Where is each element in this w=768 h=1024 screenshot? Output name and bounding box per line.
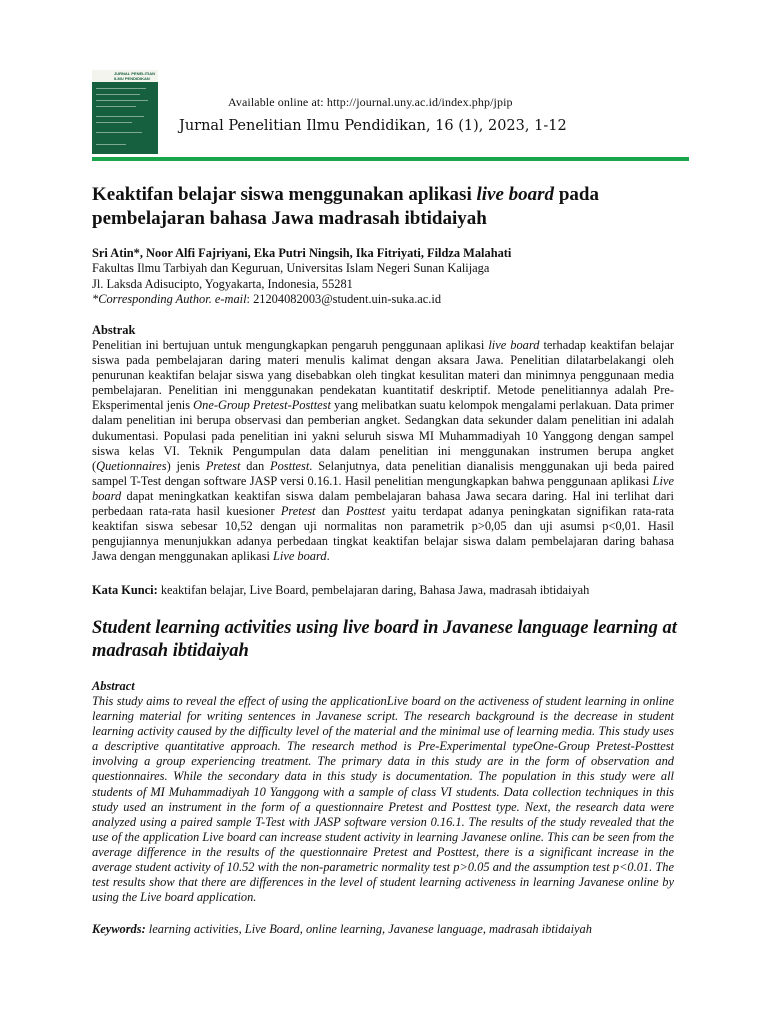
abstract-heading-id: Abstrak bbox=[92, 323, 136, 337]
journal-cover-thumbnail bbox=[92, 70, 158, 154]
cover-text-line bbox=[96, 100, 148, 101]
cover-text-line bbox=[96, 144, 126, 145]
cover-text-line bbox=[96, 106, 136, 107]
journal-citation: Jurnal Penelitian Ilmu Pendidikan, 16 (1), 2023, 1-12 bbox=[179, 118, 567, 134]
cover-text-line bbox=[96, 94, 140, 95]
abstract-body-id: Penelitian ini bertujuan untuk mengungkapkan pengaruh penggunaan aplikasi live board terhadap keaktifan belajar siswa pada pembelajaran daring materi menulis kalimat dengan aksara Jawa. Penelitian dilatarbelakangi oleh penurunan keaktifan belajar siswa yang disebabkan oleh tingkat kesulitan materi dan minimnya penggunaan media pembelajaran. Penelitian ini menggunakan pendekatan kuantitatif deskriptif. Metode penelitiannya adalah Pre-Eksperimental jenis One-Group Pretest-Posttest yang melibatkan suatu kelompok mengalami perlakuan. Data primer dalam penelitian ini berupa observasi dan pemberian angket. Sedangkan data sekunder dalam penelitian ini adalah dukumentasi. Populasi pada penelitian ini yakni seluruh siswa MI Muhammadiyah 10 Yanggong dengan sampel siswa kelas VI. Teknik Pengumpulan data dalam penelitian ini menggunakan instrumen berupa angket (Quetionnaires) jenis Pretest dan Posttest. Selanjutnya, data penelitian dianalisis menggunakan uji beda paired sampel T-Test dengan software JASP versi 0.16.1. Hasil penelitian mengungkapkan bahwa penggunaan aplikasi Live board dapat meningkatkan keaktifan siswa dalam pembelajaran bahasa Jawa secara daring. Hal ini terlihat dari perbedaan rata-rata hasil kuesioner Pretest dan Posttest yaitu terdapat adanya peningkatan signifikan rata-rata keaktifan siswa sebesar 10,52 dengan uji normalitas non parametrik p>0,05 dan uji asumsi p<0,01. Hasil pengujiannya menunjukkan adanya perbedaan tingkat keaktifan belajar siswa dalam pembelajaran daring bahasa Jawa dengan menggunakan aplikasi Live board. bbox=[92, 338, 675, 564]
corresponding-email[interactable]: : 21204082003@student.uin-suka.ac.id bbox=[246, 292, 442, 306]
cover-text-line bbox=[96, 116, 144, 117]
cover-journal-title: JURNAL PENELITIAN ILMU PENDIDIKAN bbox=[114, 71, 156, 81]
abstract-heading-en: Abstract bbox=[92, 679, 135, 693]
keywords-id: Kata Kunci: keaktifan belajar, Live Board, pembelajaran daring, Bahasa Jawa, madrasah ibtidaiyah bbox=[92, 583, 590, 597]
english-title: Student learning activities using live board in Javanese language learning at madrasah ibtidaiyah bbox=[92, 618, 677, 661]
keywords-label: Kata Kunci: bbox=[92, 583, 158, 597]
abstract-body-en: This study aims to reveal the effect of using the applicationLive board on the activeness of student learning in online learning material for writing sentences in Javanese script. The research background is the decrease in student learning activity caused by the difficulty level of the material and the minimal use of learning media. This study uses a descriptive quantitative approach. The research method is Pre-Experimental typeOne-Group Pretest-Posttest involving a group experiencing treatment. The primary data in this study are in the form of observation and questionnaires. While the secondary data in this study is documentation. The population in this study were all students of MI Muhammadiyah 10 Yanggong with a sample of class VI students. Data collection techniques in this study used an instrument in the form of a questionnaire Pretest and Posttest type. Next, the research data were analyzed using a paired sample T-Test with JASP software version 0.16.1. The results of the study revealed that the use of the application Live board can increase student activity in learning Javanese online. This can be seen from the average difference in the results of the questionnaire Pretest and Posttest, there is a significant increase in the average student activity of 10.52 with the non-parametric normality test p>0.05 and the assumption test p<0.01. The test results show that there are differences in the level of student learning activeness in learning Javanese online by using the Live board application. bbox=[92, 694, 674, 905]
affiliation-address: Jl. Laksda Adisucipto, Yogyakarta, Indonesia, 55281 bbox=[92, 276, 353, 291]
author-affiliation bbox=[92, 261, 692, 308]
keywords-en: Keywords: learning activities, Live Board, online learning, Javanese language, madrasah ibtidaiyah bbox=[92, 922, 592, 936]
affiliation-institution: Fakultas Ilmu Tarbiyah dan Keguruan, Universitas Islam Negeri Sunan Kalijaga bbox=[92, 261, 490, 275]
header-divider bbox=[92, 157, 689, 161]
article-title: Keaktifan belajar siswa menggunakan aplikasi live board pada pembelajaran bahasa Jawa madrasah ibtidaiyah bbox=[92, 184, 599, 229]
available-online-link[interactable]: Available online at: http://journal.uny.ac.id/index.php/jpip bbox=[228, 95, 513, 109]
author-list: Sri Atin*, Noor Alfi Fajriyani, Eka Putri Ningsih, Ika Fitriyati, Fildza Malahati bbox=[92, 246, 512, 260]
corresponding-author: *Corresponding Author. e-mail: 21204082003@student.uin-suka.ac.id bbox=[92, 292, 442, 306]
cover-text-line bbox=[96, 88, 146, 89]
keywords-label: Keywords: bbox=[92, 922, 146, 936]
cover-text-line bbox=[96, 132, 142, 133]
cover-text-line bbox=[96, 122, 132, 123]
